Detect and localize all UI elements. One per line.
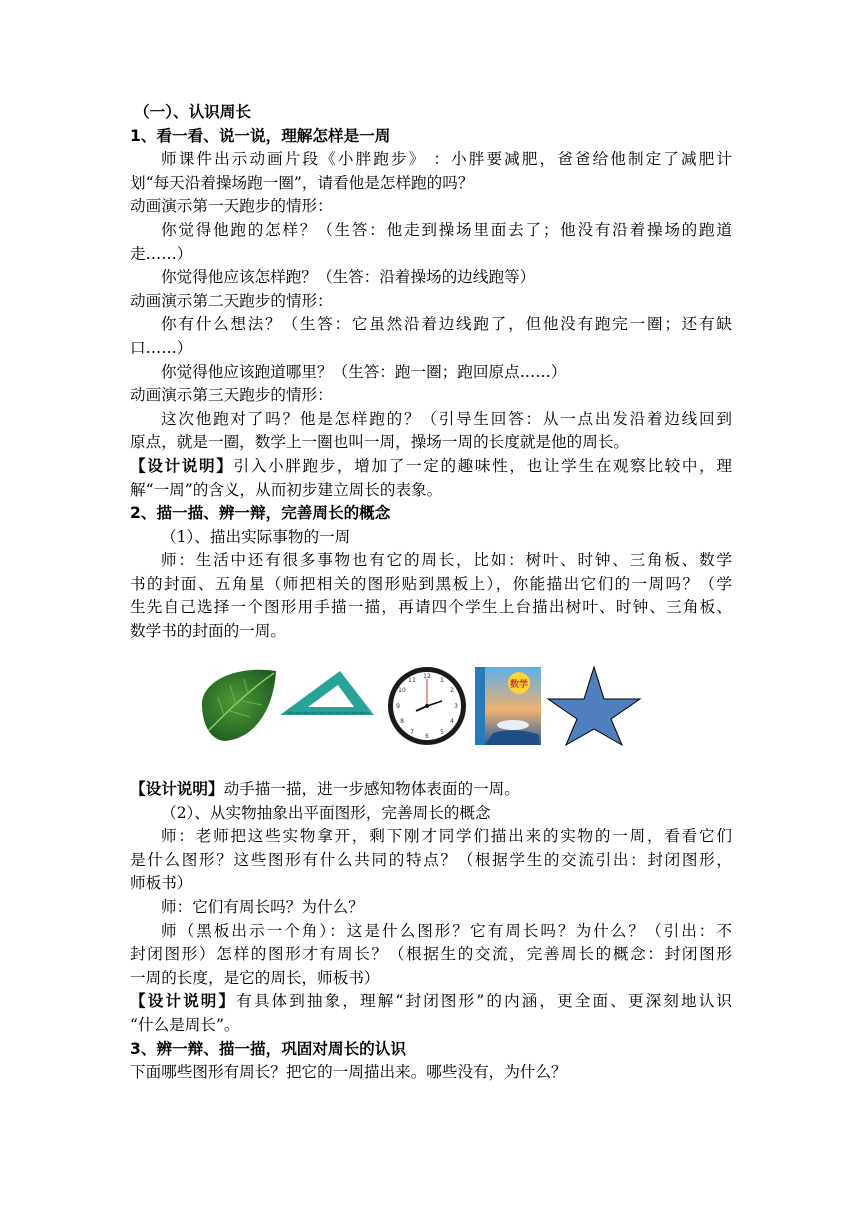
design-note-text: 动手描一描，进一步感知物体表面的一周。 — [223, 780, 520, 798]
section-title: （一）、认识周长 — [134, 103, 251, 121]
paragraph: 划“每天沿着操场跑一圈”，请看他是怎样跑的吗？ — [130, 173, 474, 192]
paragraph: 一周的长度，是它的周长，师板书） — [130, 968, 380, 987]
paragraph: 是什么图形？这些图形有什么共同的特点？（根据学生的交流引出：封闭图形， — [130, 850, 732, 869]
heading-2: 2、描一描、辨一辩，完善周长的概念 — [130, 504, 391, 523]
paragraph: 这次他跑对了吗？他是怎样跑的？（引导生回答：从一点出发沿着边线回到 — [161, 409, 732, 428]
svg-text:6: 6 — [425, 733, 429, 740]
star-image — [546, 665, 642, 747]
svg-text:7: 7 — [410, 729, 414, 736]
clock-image — [386, 665, 468, 747]
subheading: （1）、描出实际事物的一周 — [161, 527, 351, 546]
paragraph: 动画演示第三天跑步的情形： — [130, 386, 333, 405]
paragraph: 下面哪些图形有周长？把它的一周描出来。哪些没有，为什么？ — [130, 1063, 567, 1082]
design-note-tag: 【设计说明】 — [130, 992, 237, 1011]
paragraph: 动画演示第一天跑步的情形： — [130, 197, 333, 216]
design-note-text: 引入小胖跑步，增加了一定的趣味性，也让学生在观察比较中，理 — [233, 456, 732, 475]
math-book-image — [475, 667, 541, 745]
svg-text:3: 3 — [454, 703, 458, 710]
paragraph: 动画演示第二天跑步的情形： — [130, 291, 333, 310]
paragraph: 你有什么想法？（生答：它虽然沿着边线跑了，但他没有跑完一圈；还有缺 — [161, 315, 732, 334]
paragraph: 师：老师把这些实物拿开，剩下刚才同学们描出来的实物的一周，看看它们 — [161, 827, 732, 846]
paragraph: 解“一周”的含义，从而初步建立周长的表象。 — [130, 480, 443, 499]
book-title: 数学 — [509, 680, 529, 690]
design-note-tag: 【设计说明】 — [130, 456, 234, 475]
paragraph: 生先自己选择一个图形用手描一描，再请四个学生上台描出树叶、时钟、三角板、 — [130, 598, 732, 617]
design-note — [130, 990, 732, 1014]
paragraph: 你觉得他应该怎样跑？（生答：沿着操场的边线跑等） — [161, 268, 536, 287]
paragraph: 你觉得他应该跑道哪里？（生答：跑一圈；跑回原点……） — [161, 362, 567, 381]
heading-3: 3、辨一辩、描一描，巩固对周长的认识 — [130, 1039, 406, 1058]
svg-text:5: 5 — [440, 729, 444, 736]
design-note — [130, 455, 732, 479]
svg-text:10: 10 — [398, 687, 406, 694]
subheading: （2）、从实物抽象出平面图形，完善周长的概念 — [161, 803, 491, 822]
svg-text:12: 12 — [423, 673, 431, 680]
paragraph: 师：生活中还有很多事物也有它的周长，比如：树叶、时钟、三角板、数学 — [161, 551, 732, 570]
paragraph: 原点，就是一圈，数学上一圈也叫一周，操场一周的长度就是他的周长。 — [130, 433, 630, 452]
paragraph: 封闭图形）怎样的图形才有周长？（根据生的交流，完善周长的概念：封闭图形 — [130, 945, 732, 964]
paragraph: 你觉得他跑的怎样？（生答：他走到操场里面去了；他没有沿着操场的跑道 — [161, 220, 732, 239]
design-note-tag: 【设计说明】 — [130, 780, 224, 798]
paragraph: “什么是周长”。 — [130, 1015, 240, 1034]
figure-row — [196, 665, 646, 747]
paragraph: 走……） — [130, 244, 193, 263]
svg-text:1: 1 — [440, 677, 444, 684]
paragraph: 师课件出示动画片段《小胖跑步》 ：小胖要减肥，爸爸给他制定了减肥计 — [161, 150, 732, 169]
paragraph: 口……） — [130, 338, 193, 357]
document-body-2 — [130, 778, 732, 1085]
svg-text:2: 2 — [450, 687, 454, 694]
document-body — [130, 101, 732, 644]
paragraph: 书的封面、五角星（师把相关的图形贴到黑板上），你能描出它们的一周吗？（学 — [130, 574, 732, 593]
design-note — [130, 778, 732, 802]
paragraph: 师：它们有周长吗？为什么？ — [161, 897, 364, 916]
svg-text:4: 4 — [450, 718, 454, 725]
triangle-ruler-image — [278, 669, 376, 719]
svg-text:8: 8 — [400, 718, 404, 725]
paragraph: 师（黑板出示一个角）：这是什么图形？它有周长吗？为什么？（引出：不 — [161, 921, 732, 940]
heading-1: 1、看一看、说一说，理解怎样是一周 — [130, 126, 391, 145]
svg-text:11: 11 — [408, 677, 416, 684]
paragraph: 数学书的封面的一周。 — [130, 622, 286, 641]
leaf-image — [196, 667, 278, 743]
design-note-text: 有具体到抽象，理解“封闭图形”的内涵，更全面、更深刻地认识 — [236, 992, 732, 1011]
paragraph: 师板书） — [130, 874, 193, 893]
svg-text:9: 9 — [396, 703, 400, 710]
